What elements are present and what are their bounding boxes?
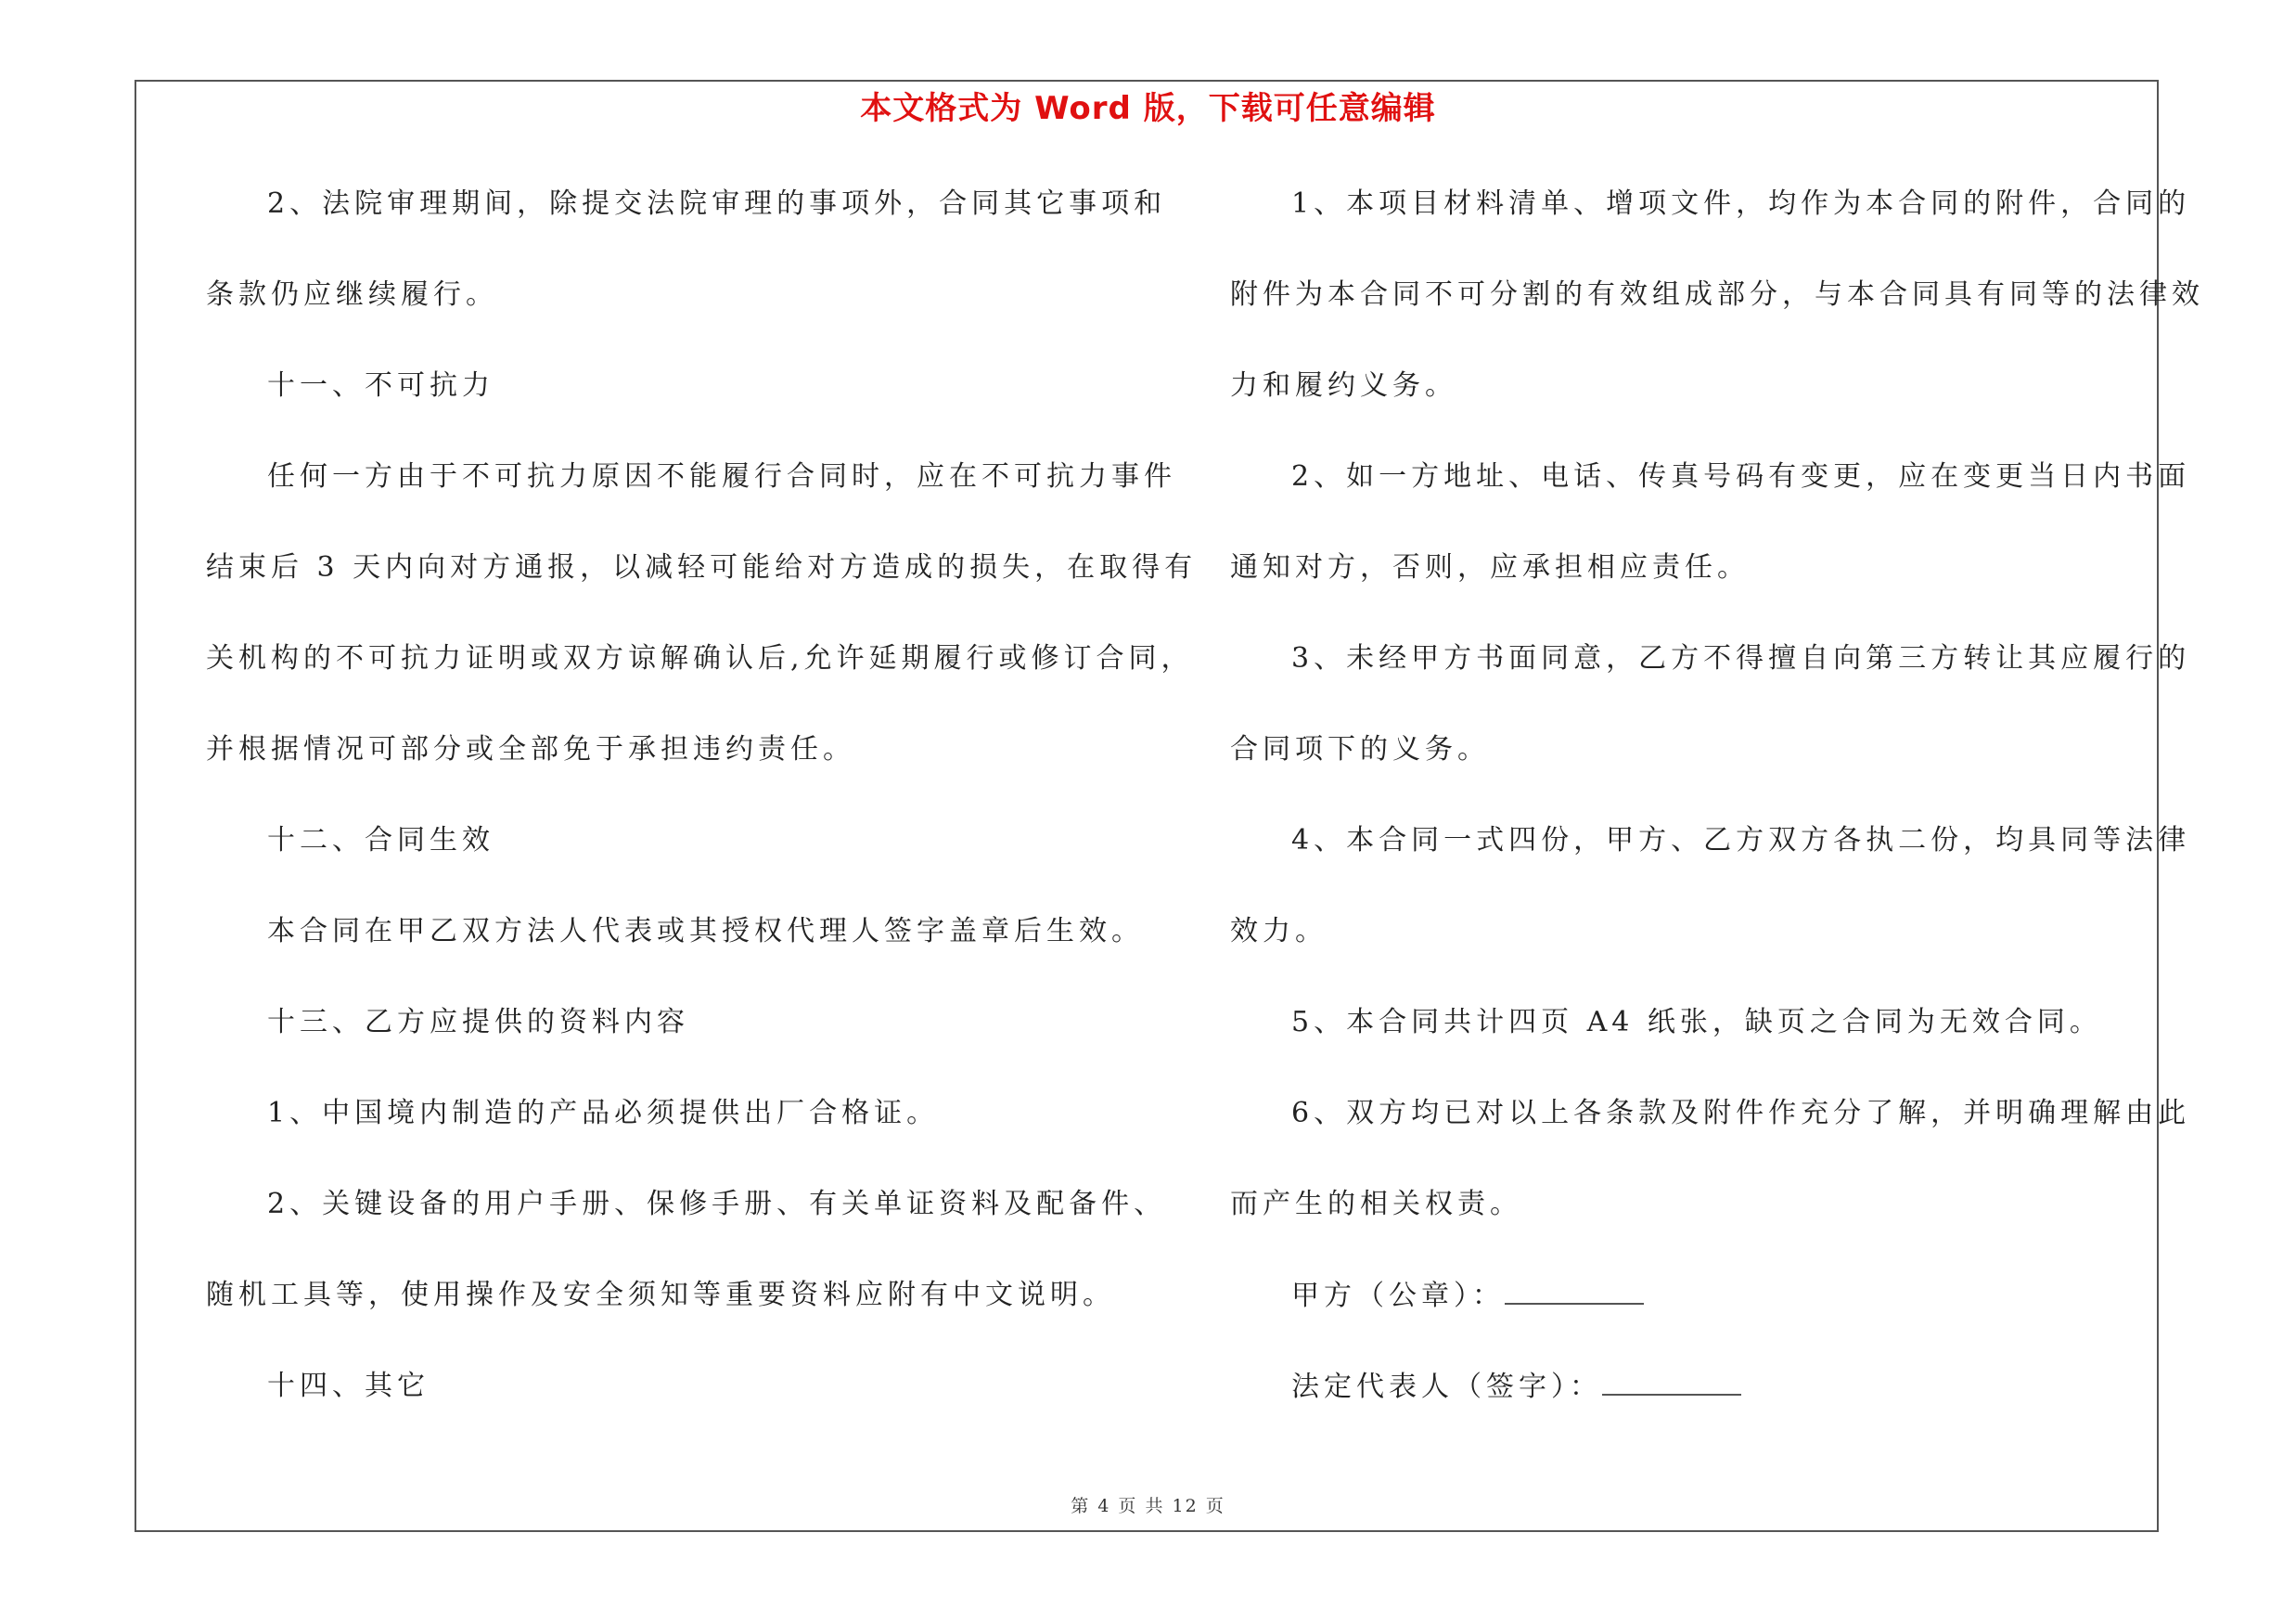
left-heading-other: 十四、其它 (267, 1370, 430, 1402)
party-a-seal-blank (1505, 1277, 1644, 1305)
left-line-5: 结束后 3 天内向对方通报，以减轻可能给对方造成的损失，在取得有 (206, 551, 1198, 584)
right-line-9: 效力。 (1230, 915, 1328, 947)
legal-rep-signature-label: 法定代表人（签字）： (1291, 1371, 1602, 1403)
legal-rep-signature-line (1291, 1368, 1741, 1406)
left-line-11: 1、中国境内制造的产品必须提供出厂合格证。 (267, 1097, 940, 1129)
left-line-13: 随机工具等，使用操作及安全须知等重要资料应附有中文说明。 (206, 1279, 1115, 1311)
right-line-2: 附件为本合同不可分割的有效组成部分，与本合同具有同等的法律效 (1230, 278, 2204, 311)
right-line-3: 力和履约义务。 (1230, 369, 1457, 402)
right-line-12: 而产生的相关权责。 (1230, 1188, 1522, 1220)
page-number-footer: 第 4 页 共 12 页 (1071, 1496, 1225, 1516)
left-line-12: 2、关键设备的用户手册、保修手册、有关单证资料及配备件、 (267, 1188, 1167, 1220)
left-line-7: 并根据情况可部分或全部免于承担违约责任。 (206, 733, 855, 766)
left-line-1: 2、法院审理期间，除提交法院审理的事项外，合同其它事项和 (267, 187, 1167, 220)
left-line-4: 任何一方由于不可抗力原因不能履行合同时，应在不可抗力事件 (267, 460, 1176, 493)
party-a-seal-label: 甲方（公章）： (1291, 1280, 1505, 1312)
legal-rep-signature-blank (1602, 1368, 1741, 1396)
right-line-1: 1、本项目材料清单、增项文件，均作为本合同的附件，合同的 (1291, 187, 2191, 220)
party-a-signature-line (1291, 1277, 1644, 1315)
right-line-8: 4、本合同一式四份，甲方、乙方双方各执二份，均具同等法律 (1291, 824, 2191, 857)
right-line-6: 3、未经甲方书面同意，乙方不得擅自向第三方转让其应履行的 (1291, 642, 2191, 675)
left-line-9: 本合同在甲乙双方法人代表或其授权代理人签字盖章后生效。 (267, 915, 1144, 947)
left-line-2: 条款仍应继续履行。 (206, 278, 498, 311)
right-line-5: 通知对方，否则，应承担相应责任。 (1230, 551, 1750, 584)
right-line-7: 合同项下的义务。 (1230, 733, 1490, 766)
left-heading-materials: 十三、乙方应提供的资料内容 (267, 1006, 689, 1038)
right-line-10: 5、本合同共计四页 A4 纸张，缺页之合同为无效合同。 (1291, 1006, 2102, 1038)
right-line-11: 6、双方均已对以上各条款及附件作充分了解，并明确理解由此 (1291, 1097, 2191, 1129)
left-line-6: 关机构的不可抗力证明或双方谅解确认后,允许延期履行或修订合同， (206, 642, 1194, 675)
left-heading-force-majeure: 十一、不可抗力 (267, 369, 494, 402)
right-line-4: 2、如一方地址、电话、传真号码有变更，应在变更当日内书面 (1291, 460, 2191, 493)
word-format-banner: 本文格式为 Word 版，下载可任意编辑 (860, 90, 1436, 127)
left-heading-effectiveness: 十二、合同生效 (267, 824, 494, 857)
